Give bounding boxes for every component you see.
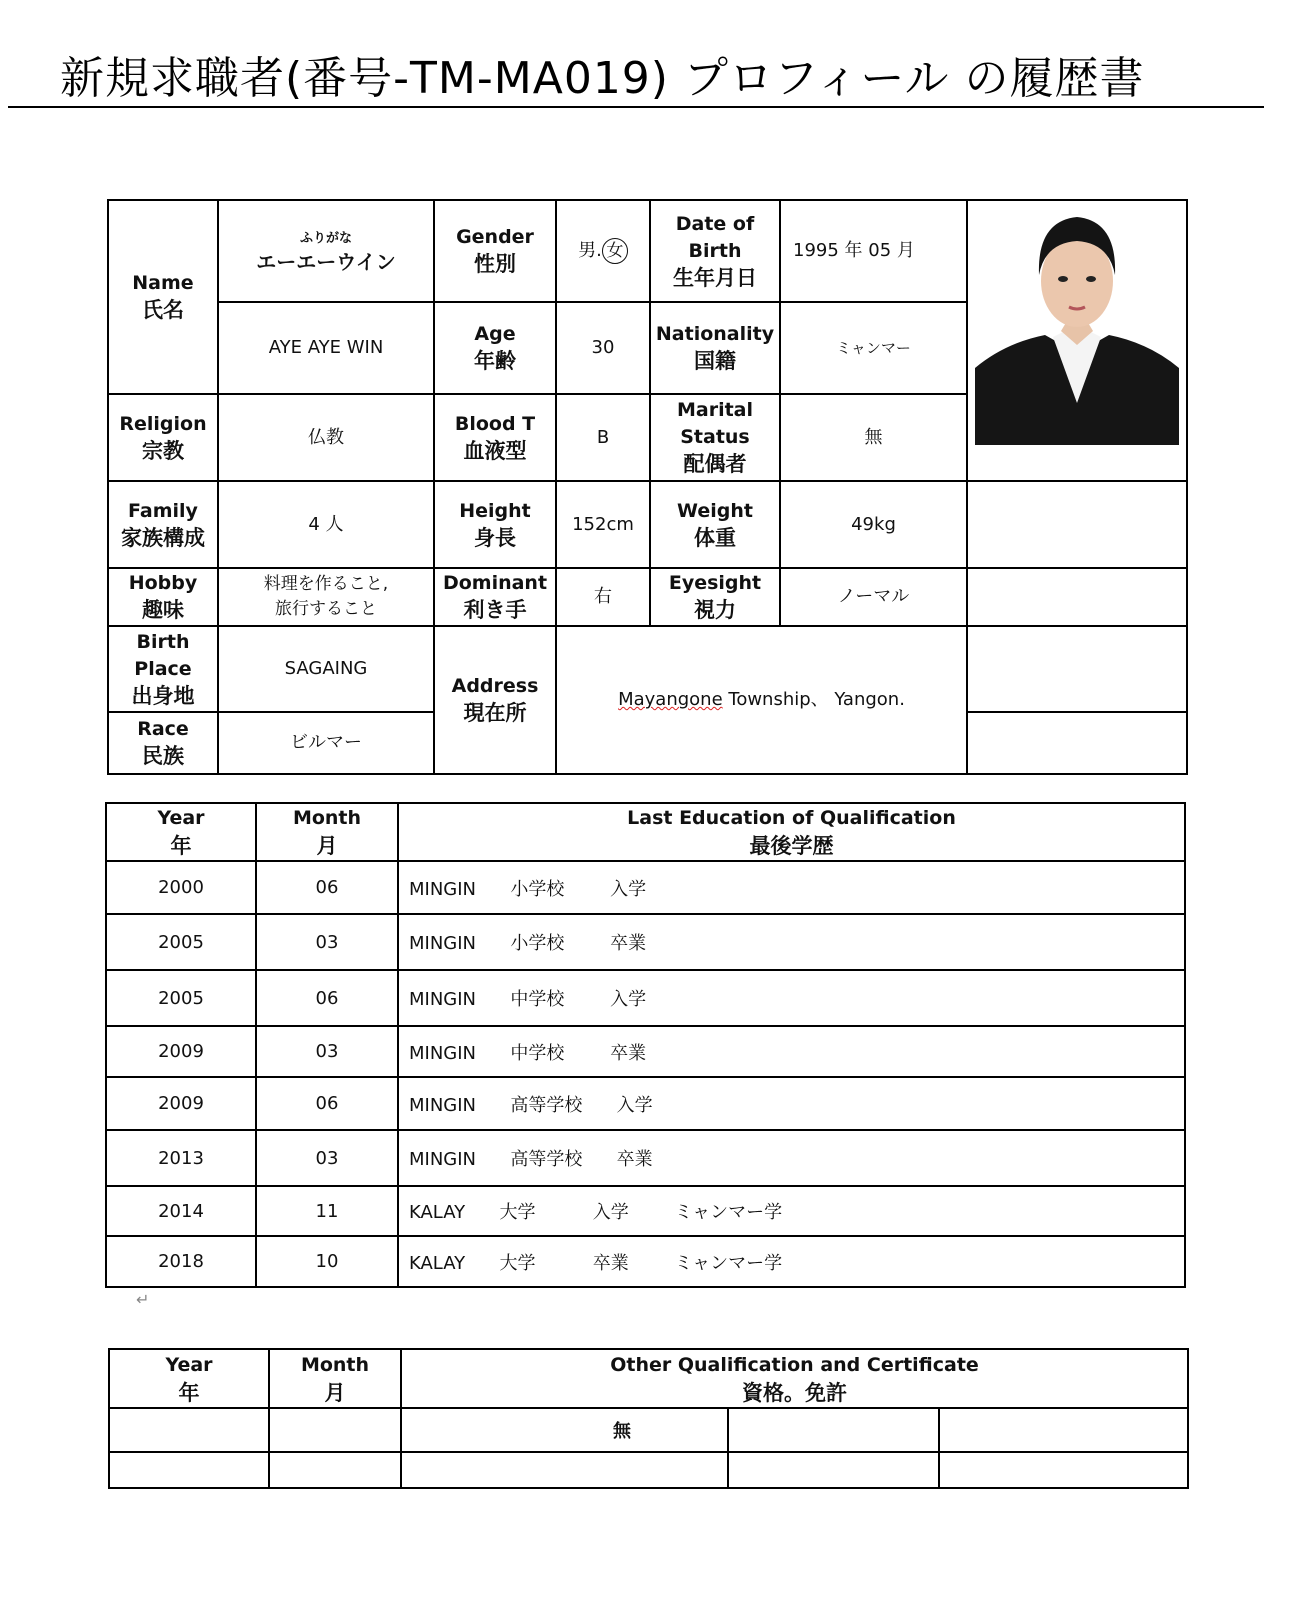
education-table [105, 802, 1186, 1288]
cert-header-year [109, 1349, 269, 1408]
edu-year: 2005 [106, 914, 256, 970]
name-label-jp: 氏名 [142, 298, 184, 322]
hobby-label-en: Hobby [128, 572, 198, 594]
name-label [108, 200, 218, 394]
edu-desc: MINGIN 中学校 卒業 [398, 1026, 1185, 1077]
edu-header-year-jp: 年 [170, 834, 192, 858]
edu-year: 2005 [106, 970, 256, 1026]
hobby-value-2: 旅行すること [275, 599, 377, 619]
dob-label-jp: 生年月日 [673, 265, 757, 290]
family-label [108, 481, 218, 568]
height-label-en: Height [459, 499, 531, 522]
edu-header-month [256, 803, 398, 861]
nationality-label-en: Nationality [655, 323, 775, 345]
edu-header-month-jp: 月 [316, 834, 338, 858]
hobby-value-1: 料理を作ること, [263, 574, 389, 594]
religion-label-en: Religion [119, 412, 207, 435]
cert-year [109, 1452, 269, 1488]
certificate-table [108, 1348, 1189, 1489]
dob-label-en: Date of Birth [675, 212, 755, 262]
religion-label [108, 394, 218, 481]
table-row [106, 914, 1185, 970]
cert-extra-1 [728, 1452, 939, 1488]
gender-female-circled: 女 [602, 238, 628, 264]
table-row [106, 1077, 1185, 1130]
birthplace-label [108, 626, 218, 712]
race-value: ビルマー [218, 712, 434, 774]
table-row [109, 1452, 1188, 1488]
cert-header-year-jp: 年 [178, 1380, 200, 1405]
edu-year: 2014 [106, 1186, 256, 1236]
edu-header-month-en: Month [292, 807, 362, 829]
marital-value: 無 [780, 394, 967, 481]
birthplace-value: SAGAING [218, 626, 434, 712]
blood-label [434, 394, 556, 481]
edu-month: 03 [256, 914, 398, 970]
marital-label-jp: 配偶者 [683, 452, 747, 476]
edu-month: 06 [256, 1077, 398, 1130]
name-en-cell [218, 302, 434, 394]
edu-desc: MINGIN 高等学校 入学 [398, 1077, 1185, 1130]
cert-header-year-en: Year [165, 1353, 213, 1376]
edu-year: 2009 [106, 1026, 256, 1077]
weight-label [650, 481, 780, 568]
empty-cell-right-3 [967, 626, 1187, 712]
nationality-label-jp: 国籍 [694, 349, 736, 373]
address-value [556, 626, 967, 774]
birthplace-label-jp: 出身地 [131, 683, 195, 708]
nationality-label [650, 302, 780, 394]
cert-header-month [269, 1349, 401, 1408]
dob-value: 1995 年 05 月 [780, 200, 967, 302]
table-row [106, 1236, 1185, 1287]
address-value-1: Mayangone [618, 689, 723, 710]
edu-header-desc-jp: 最後学歴 [749, 834, 834, 858]
empty-cell-right-2 [967, 568, 1187, 626]
family-label-en: Family [128, 499, 198, 522]
race-label-en: Race [137, 718, 189, 740]
height-label-jp: 身長 [474, 525, 516, 550]
edu-month: 11 [256, 1186, 398, 1236]
applicant-photo [975, 203, 1179, 445]
furigana-label: ふりがな [299, 231, 352, 246]
dominant-label [434, 568, 556, 626]
height-value: 152cm [556, 481, 650, 568]
family-label-jp: 家族構成 [121, 525, 205, 550]
family-value: 4 人 [218, 481, 434, 568]
table-row [106, 1186, 1185, 1236]
eyesight-label [650, 568, 780, 626]
edu-header-year [106, 803, 256, 861]
cert-header-desc [401, 1349, 1188, 1408]
edu-year: 2018 [106, 1236, 256, 1287]
edu-desc: KALAY 大学 卒業 ミャンマー学 [398, 1236, 1185, 1287]
edu-month: 10 [256, 1236, 398, 1287]
cert-header-desc-en: Other Qualification and Certificate [610, 1353, 979, 1376]
table-row [106, 861, 1185, 914]
edu-month: 03 [256, 1130, 398, 1186]
edu-header-desc-en: Last Education of Qualification [627, 807, 956, 829]
edu-header-desc [398, 803, 1185, 861]
paragraph-mark: ↵ [136, 1290, 150, 1309]
document-title-bar [8, 52, 1264, 108]
address-label-jp: 現在所 [463, 701, 527, 725]
edu-month: 06 [256, 861, 398, 914]
photo-cell [967, 200, 1187, 481]
eyesight-value: ノーマル [780, 568, 967, 626]
cert-header-month-jp: 月 [324, 1380, 346, 1405]
name-kana: エーエーウイン [256, 250, 396, 274]
profile-table [107, 199, 1188, 775]
empty-cell-right-1 [967, 481, 1187, 568]
cert-extra-2 [939, 1452, 1188, 1488]
hobby-label [108, 568, 218, 626]
height-label [434, 481, 556, 568]
blood-label-en: Blood T [454, 412, 536, 435]
age-label-en: Age [474, 323, 516, 345]
edu-year: 2013 [106, 1130, 256, 1186]
name-label-en: Name [132, 272, 194, 294]
religion-value: 仏教 [218, 394, 434, 481]
dob-label [650, 200, 780, 302]
table-row [109, 1408, 1188, 1452]
address-value-2: Township、 Yangon. [722, 689, 905, 710]
cert-extra-2 [939, 1408, 1188, 1452]
nationality-value: ミャンマー [780, 302, 967, 394]
gender-label-en: Gender [456, 226, 534, 248]
edu-month: 03 [256, 1026, 398, 1077]
race-label [108, 712, 218, 774]
edu-desc: MINGIN 中学校 入学 [398, 970, 1185, 1026]
edu-desc: MINGIN 小学校 卒業 [398, 914, 1185, 970]
table-row [106, 1026, 1185, 1077]
weight-label-jp: 体重 [694, 525, 736, 550]
age-value: 30 [556, 302, 650, 394]
edu-header-year-en: Year [157, 807, 205, 829]
table-row [106, 970, 1185, 1026]
cert-value [401, 1452, 728, 1488]
cert-value: 無 [401, 1408, 728, 1452]
gender-label [434, 200, 556, 302]
address-label-en: Address [451, 675, 539, 697]
empty-cell-right-4 [967, 712, 1187, 774]
dominant-label-jp: 利き手 [463, 598, 527, 622]
age-label-jp: 年齢 [474, 349, 516, 373]
religion-label-jp: 宗教 [142, 438, 184, 463]
marital-label-en: Marital Status [676, 399, 754, 448]
gender-male: 男. [578, 240, 602, 261]
dominant-label-en: Dominant [442, 572, 548, 594]
name-en: AYE AYE WIN [268, 337, 384, 358]
weight-label-en: Weight [677, 499, 753, 522]
cert-header-desc-jp: 資格。免許 [742, 1380, 847, 1405]
birthplace-label-en: Birth Place [134, 630, 192, 680]
blood-label-jp: 血液型 [463, 438, 527, 463]
gender-label-jp: 性別 [474, 252, 516, 276]
address-label [434, 626, 556, 774]
blood-value: B [556, 394, 650, 481]
cert-month [269, 1408, 401, 1452]
hobby-value [218, 568, 434, 626]
edu-desc: MINGIN 高等学校 卒業 [398, 1130, 1185, 1186]
edu-desc: KALAY 大学 入学 ミャンマー学 [398, 1186, 1185, 1236]
cert-year [109, 1408, 269, 1452]
cert-header-month-en: Month [300, 1353, 370, 1376]
name-kana-cell [218, 200, 434, 302]
eyesight-label-en: Eyesight [668, 572, 762, 594]
edu-year: 2009 [106, 1077, 256, 1130]
edu-month: 06 [256, 970, 398, 1026]
race-label-jp: 民族 [142, 744, 184, 768]
hobby-label-jp: 趣味 [142, 598, 184, 622]
age-label [434, 302, 556, 394]
dominant-value: 右 [556, 568, 650, 626]
table-row [106, 1130, 1185, 1186]
edu-desc: MINGIN 小学校 入学 [398, 861, 1185, 914]
marital-label [650, 394, 780, 481]
eyesight-label-jp: 視力 [694, 598, 736, 622]
cert-month [269, 1452, 401, 1488]
edu-year: 2000 [106, 861, 256, 914]
document-title: 新規求職者(番号-TM-MA019) プロフィール の履歴書 [60, 53, 1145, 104]
weight-value: 49kg [780, 481, 967, 568]
cert-extra-1 [728, 1408, 939, 1452]
gender-value [556, 200, 650, 302]
